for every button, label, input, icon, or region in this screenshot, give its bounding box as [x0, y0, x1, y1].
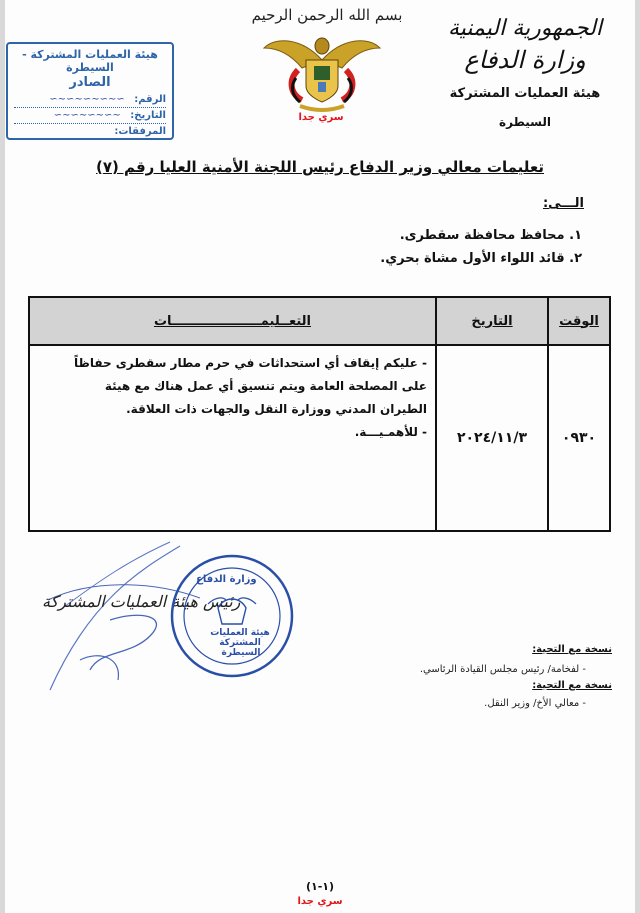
- stamp-number-row: [14, 92, 166, 108]
- stamp-number-handwriting: ∼∽∼∽∼∽∼∽∼: [49, 94, 125, 105]
- classification-top: سري جدا: [298, 112, 344, 123]
- ministry-name: وزارة الدفاع: [464, 46, 586, 74]
- stamp-attachments-row: [14, 124, 166, 140]
- republic-name: الجمهورية اليمنية: [447, 16, 603, 41]
- instruction-line: الطيران المدني ووزارة النقل والجهات ذات العلاقة.: [126, 402, 427, 416]
- scan-edge-right: [635, 0, 640, 913]
- header-date: التاريخ: [436, 297, 548, 345]
- recipient-list: [380, 224, 582, 270]
- copy-item: [420, 664, 612, 675]
- header-instructions: التعــليمــــــــــــــــــــات: [29, 297, 436, 345]
- official-seal: [168, 552, 296, 680]
- copy-item: [484, 698, 612, 709]
- seal-ministry: وزارة الدفاع: [196, 574, 257, 585]
- stamp-outgoing: الصادر: [69, 75, 111, 90]
- table-header-row: [29, 297, 610, 345]
- instructions-table: [28, 296, 611, 532]
- classification-bottom: سري جدا: [297, 896, 343, 907]
- cell-time: ٠٩٣٠: [548, 345, 610, 531]
- table-row: [29, 345, 610, 531]
- signatory-title: رئيس هيئة العمليات المشتركة: [42, 592, 241, 611]
- stamp-attachments-label: المرفقات:: [114, 126, 166, 137]
- stamp-number-label: الرقم:: [134, 94, 166, 105]
- header-time: الوقت: [548, 297, 610, 345]
- to-label: الـــى:: [542, 196, 584, 211]
- recipient-item: ١. محافظ محافظة سقطرى.: [399, 228, 582, 243]
- yemen-eagle-emblem-icon: [262, 30, 382, 116]
- document-title: تعليمات معالي وزير الدفاع رئيس اللجنة الأمنية العليا رقم (٧): [95, 158, 545, 176]
- stamp-authority: هيئة العمليات المشتركة - السيطرة: [22, 48, 158, 74]
- division-name: السيطرة: [499, 115, 551, 129]
- cell-date: ٢٠٢٤/١١/٣: [436, 345, 548, 531]
- instruction-line: - عليكم إيقاف أي استحداثات في حرم مطار سقطرى حفاظاً: [74, 356, 427, 370]
- instruction-line: على المصلحة العامة ويتم تنسيق أي عمل هناك مع هيئة: [104, 379, 427, 393]
- cell-instructions: [29, 345, 436, 531]
- copy-heading-text: نسخة مع التحية:: [532, 644, 612, 655]
- copy-heading: [532, 644, 612, 655]
- scan-edge-left: [0, 0, 5, 913]
- seal-authority: هيئة العمليات المشتركة: [210, 628, 270, 648]
- copy-heading: [532, 680, 612, 691]
- page-number: (١-١): [305, 880, 335, 893]
- stamp-date-handwriting: ∽∼∽∼∽∼∽∼: [53, 110, 121, 121]
- recipient-item: ٢. قائد اللواء الأول مشاة بحري.: [380, 251, 582, 266]
- seal-division: السيطرة: [221, 648, 261, 658]
- copy-item-text: - لفخامة/ رئيس مجلس القيادة الرئاسي.: [419, 664, 586, 675]
- letterhead: [430, 14, 620, 129]
- outgoing-stamp: [6, 42, 174, 140]
- stamp-date-row: [14, 108, 166, 124]
- instruction-line: - للأهمـيـــة.: [354, 425, 427, 439]
- copy-heading-text: نسخة مع التحية:: [532, 680, 612, 691]
- stamp-date-label: التاريخ:: [130, 110, 166, 121]
- basmala-calligraphy: بسم الله الرحمن الرحيم: [251, 6, 403, 24]
- copy-item-text: - معالي الأخ/ وزير النقل.: [484, 698, 586, 709]
- authority-name: هيئة العمليات المشتركة: [449, 86, 601, 101]
